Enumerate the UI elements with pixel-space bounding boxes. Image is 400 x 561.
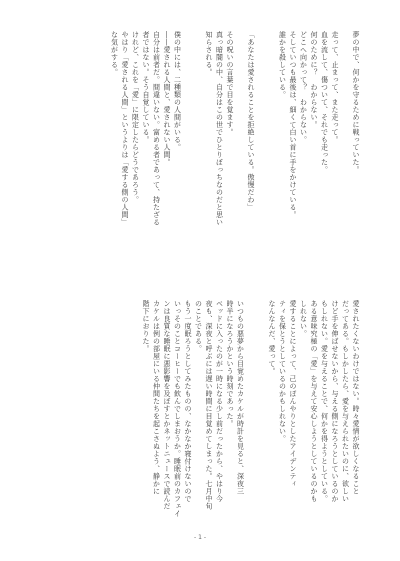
text-line: 知らされる。	[205, 31, 213, 76]
text-line: その呪いの言葉で目を覚ます。	[226, 31, 234, 136]
text-line: もう一度眠ろうとしてみたものの、なかなか寝付けないので	[184, 300, 192, 503]
text-line: ベッドに入ったのが一時になる少し前だったから、やはり今	[215, 300, 224, 503]
text-line	[256, 300, 267, 532]
text-block-top	[109, 31, 361, 293]
text-line	[256, 31, 267, 293]
text-line: カケルは例の部屋にいる仲間たちを起こさぬよう、静かに	[152, 300, 161, 495]
text-line	[246, 300, 257, 532]
page-number: - 1 -	[194, 534, 206, 541]
text-block-bottom	[141, 300, 362, 532]
text-line: ある意味究極の「愛」を与えて安心しようとしているのかも	[310, 300, 318, 503]
text-line: 時半になろうかという時刻であった。	[226, 300, 234, 428]
text-line: な気がする。	[110, 31, 119, 76]
text-line: いつもの悪夢から目覚めたカケルが時計を見ると、深夜三	[236, 300, 245, 495]
text-line: けれど、これを「愛」に限定したらどうであろう。	[131, 31, 140, 204]
text-line: 愛されたくないわけではない。時々愛情が欲しくなること	[352, 300, 360, 495]
text-line: だってある。もしかしたら、愛を与えられたいのに、欲しい	[341, 300, 350, 503]
text-line: いっそのことコーヒーでも飲んでしまおうか。睡眠前のカフェイ	[173, 300, 182, 518]
text-line: 真っ暗闇の中、自分はこの世でひとりぼっちなのだと思い	[215, 31, 224, 226]
text-line: 夢の中で、何かを守るために戦っていた。	[352, 31, 360, 174]
text-line: 走って、止まって、また走って。	[331, 31, 339, 144]
text-line: もしれない。愛を与えることで、何かを得ようとしている。	[320, 300, 329, 503]
text-line: のことである。	[194, 300, 203, 353]
text-line	[340, 31, 351, 293]
text-line: そしていつも最後は、細くて白い首に手をかけている。	[289, 31, 297, 219]
text-line: 血を流して、傷ついて、それでも走った。	[320, 31, 329, 174]
text-line: 自分は前者だ。間違いない。富める者であって、持たざる	[152, 31, 161, 226]
text-line: 夜も、深夜と呼ぶには遅い時間に目覚めてしまった。七月中旬	[205, 300, 213, 510]
text-line: 愛することによって、己のぼんやりとしたアイデンティ	[289, 300, 297, 488]
text-line: ティを保とうとしているのかもしれない。	[278, 300, 287, 443]
text-line	[193, 31, 204, 293]
text-line: 階下におりた。	[142, 300, 150, 353]
text-line: 誰かを殺している。	[278, 31, 287, 99]
text-line: けど手を伸ばせないから、与える側になろうとしているのか	[331, 300, 339, 503]
text-line: しれない。	[299, 300, 308, 338]
text-line: 「あなたは愛されることを拒絶している。傲慢だわ」	[247, 31, 255, 211]
text-line: やはり「愛される人間」というよりは「愛する側の人間」	[121, 31, 129, 226]
text-line	[235, 31, 246, 293]
text-line: 者ではない。そう自覚している。	[142, 31, 150, 144]
text-line: ンは良質な睡眠に悪影響を及ぼすとかネットニュースで読んだ	[163, 300, 171, 510]
text-line: 僕の中には、二種類の人間がいる。	[173, 31, 182, 151]
text-line	[267, 31, 278, 293]
text-line: 何のために？ わからない。	[310, 31, 318, 129]
text-line: ――愛される人間と、愛されない人間。	[163, 31, 171, 166]
text-line: どこへ向かって？ わからない。	[299, 31, 308, 144]
text-line	[183, 31, 194, 293]
text-line: なんなんだ、愛って。	[268, 300, 276, 375]
